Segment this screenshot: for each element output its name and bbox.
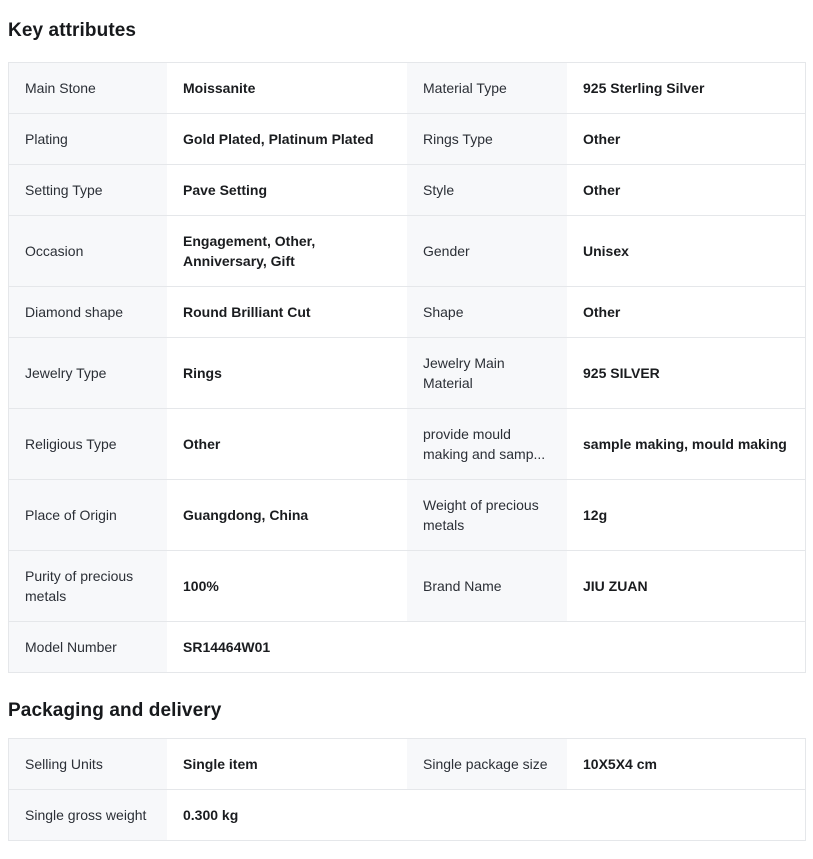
attribute-label-empty [407,622,567,672]
attribute-value: Pave Setting [167,165,407,215]
attribute-label: Setting Type [9,165,167,215]
attribute-value-empty [567,622,805,672]
attribute-value: Engagement, Other, Anniversary, Gift [167,216,407,286]
attribute-value: Other [567,114,805,164]
attribute-label: Plating [9,114,167,164]
attribute-value: 925 SILVER [567,338,805,408]
attribute-value: 0.300 kg [167,790,407,840]
attribute-value: 100% [167,551,407,621]
attribute-value: Round Brilliant Cut [167,287,407,337]
attribute-value: Rings [167,338,407,408]
attribute-row [9,479,805,550]
attribute-label: Rings Type [407,114,567,164]
attribute-label: Main Stone [9,63,167,113]
attribute-label: Single package size [407,739,567,789]
attribute-row [9,113,805,164]
key-attributes-table [8,62,806,673]
attribute-label: Occasion [9,216,167,286]
attribute-label: Selling Units [9,739,167,789]
attribute-label: Brand Name [407,551,567,621]
attribute-value: 10X5X4 cm [567,739,805,789]
attribute-value: Gold Plated, Platinum Plated [167,114,407,164]
attribute-value: 925 Sterling Silver [567,63,805,113]
attribute-row [9,215,805,286]
attribute-label: Style [407,165,567,215]
attribute-value: Guangdong, China [167,480,407,550]
attribute-value: Moissanite [167,63,407,113]
attribute-value: 12g [567,480,805,550]
attribute-label: Diamond shape [9,287,167,337]
attribute-value: Unisex [567,216,805,286]
attribute-label: Religious Type [9,409,167,479]
attribute-value-empty [567,790,805,840]
key-attributes-title: Key attributes [8,20,137,41]
attribute-label: provide mould making and samp... [407,409,567,479]
attribute-row [9,621,805,672]
attribute-row [9,164,805,215]
attribute-label: Jewelry Main Material [407,338,567,408]
attribute-label: Shape [407,287,567,337]
attribute-row [9,789,805,840]
attribute-value: Other [167,409,407,479]
attribute-label: Jewelry Type [9,338,167,408]
attribute-row [9,550,805,621]
attribute-row [9,337,805,408]
attribute-value: Other [567,165,805,215]
attribute-value: JIU ZUAN [567,551,805,621]
attribute-row [9,286,805,337]
attribute-label: Weight of precious metals [407,480,567,550]
packaging-delivery-title: Packaging and delivery [8,700,222,721]
attribute-label: Purity of precious metals [9,551,167,621]
attribute-label: Gender [407,216,567,286]
attribute-row [9,63,805,113]
packaging-delivery-table [8,738,806,841]
attribute-value: SR14464W01 [167,622,407,672]
attribute-value: Single item [167,739,407,789]
attribute-value: Other [567,287,805,337]
attribute-value: sample making, mould making [567,409,805,479]
attribute-label: Single gross weight [9,790,167,840]
attribute-label: Place of Origin [9,480,167,550]
attribute-label: Model Number [9,622,167,672]
attribute-row [9,739,805,789]
attribute-row [9,408,805,479]
attribute-label-empty [407,790,567,840]
attribute-label: Material Type [407,63,567,113]
